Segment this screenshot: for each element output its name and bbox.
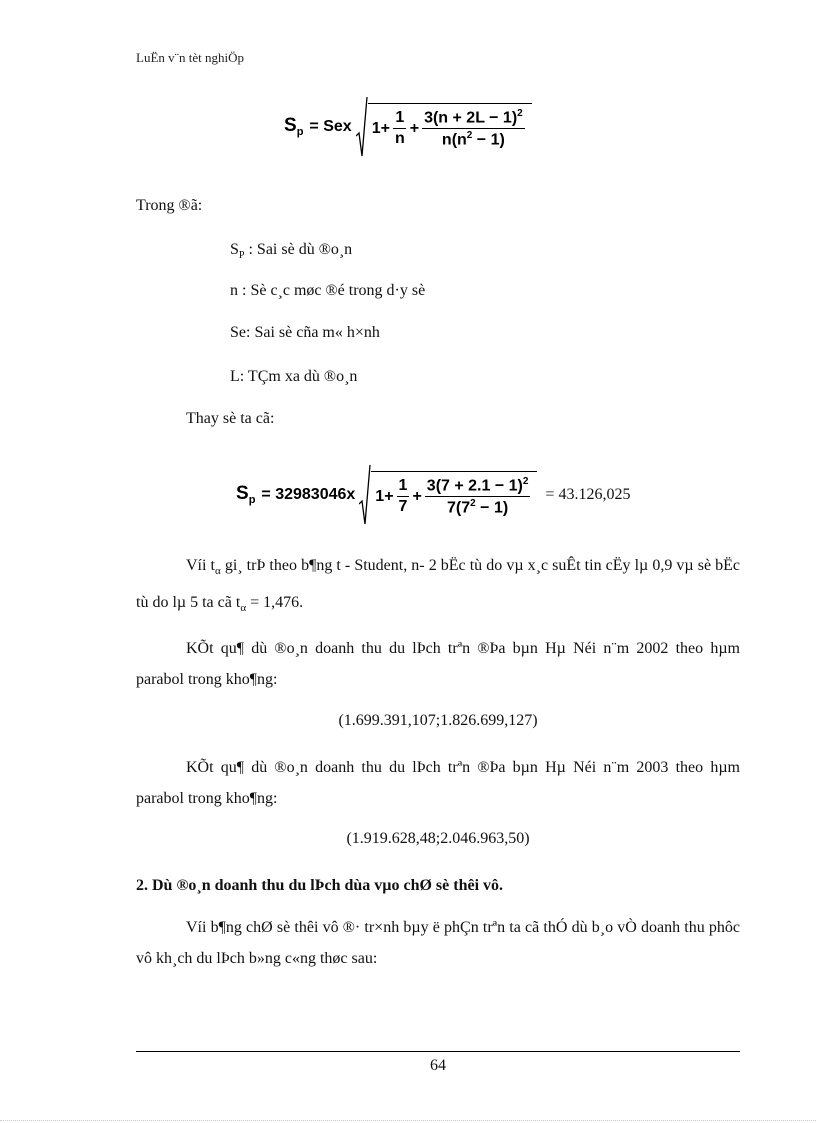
trong-do-label: Trong ®ã: [136, 197, 203, 214]
formula2-fraction-2: $\frac{3(7 + 2.1 - 1)^2}{7(7^2 - 1)}$ [426, 476, 529, 517]
page-header: LuËn v¨n tèt nghiÖp [136, 50, 244, 65]
formula1-radical: 1+ $\frac{1}{n}$ + $\frac{3(n + 2L - 1)^2}{n(n^2 - 1)}$ [356, 96, 532, 158]
interval-2002: (1.699.391,107;1.826.699,127) [338, 712, 538, 729]
page-bottom-edge [0, 1120, 816, 1121]
definition-n: n : Sè c¸c møc ®é trong d·y sè [230, 282, 426, 299]
thay-so-label: Thay sè ta cã: [186, 410, 275, 427]
formula1-fraction-1: $\frac{1}{n}$ [394, 109, 405, 147]
formula1-lhs: $S_p$ [284, 115, 304, 139]
formula2-fraction-1: $\frac{1}{7}$ [398, 477, 408, 515]
formula-substituted [236, 464, 630, 526]
formula2-eq: = 32983046x [261, 486, 356, 503]
page-number: 64 [430, 1057, 446, 1074]
definition-sp: $S_P$ : Sai sè dù ®o¸n [230, 241, 353, 262]
paragraph-result-2003: KÕt qu¶ dù ®o¸n doanh thu du lÞch trªn ®Þa bµn Hµ Néi n¨m 2003 theo hµm parabol trong kho¶ng: [136, 759, 740, 807]
formula-prediction-error [284, 96, 532, 158]
formula2-radical: 1+ $\frac{1}{7}$ + $\frac{3(7 + 2.1 - 1)^2}{7(7^2 - 1)}$ [359, 464, 537, 526]
paragraph-student-t: Víi $t_\alpha$ gi¸ trÞ theo b¶ng t - Student, n- 2 bËc tù do vµ x¸c suÊt tin cËy lµ 0,9 vµ sè bËc tù do lµ 5 ta cã $t_\alpha = 1,476$. [136, 557, 741, 615]
formula2-lhs: $S_p$ [236, 483, 256, 507]
footer-divider [136, 1051, 740, 1052]
section-heading: 2. Dù ®o¸n doanh thu du lÞch dùa vµo chØ sè thêi vô. [136, 877, 504, 894]
definition-l: L: TÇm xa dù ®o¸n [230, 368, 358, 385]
paragraph-seasonal-index: Víi b¶ng chØ sè thêi vô ®· tr×nh bµy ë phÇn trªn ta cã thÓ dù b¸o vÒ doanh thu phôc vô kh¸ch du lÞch b»ng c«ng thøc sau: [136, 919, 740, 967]
definition-se: Se: Sai sè cña m« h×nh [230, 324, 380, 341]
interval-2003: (1.919.628,48;2.046.963,50) [346, 830, 530, 847]
formula2-result: = 43.126,025 [545, 486, 631, 503]
paragraph-result-2002: KÕt qu¶ dù ®o¸n doanh thu du lÞch trªn ®Þa bµn Hµ Néi n¨m 2002 theo hµm parabol trong kho¶ng: [136, 640, 740, 688]
formula1-fraction-2: $\frac{3(n + 2L - 1)^2}{n(n^2 - 1)}$ [424, 108, 523, 149]
formula1-eq: = Sex [309, 118, 352, 135]
